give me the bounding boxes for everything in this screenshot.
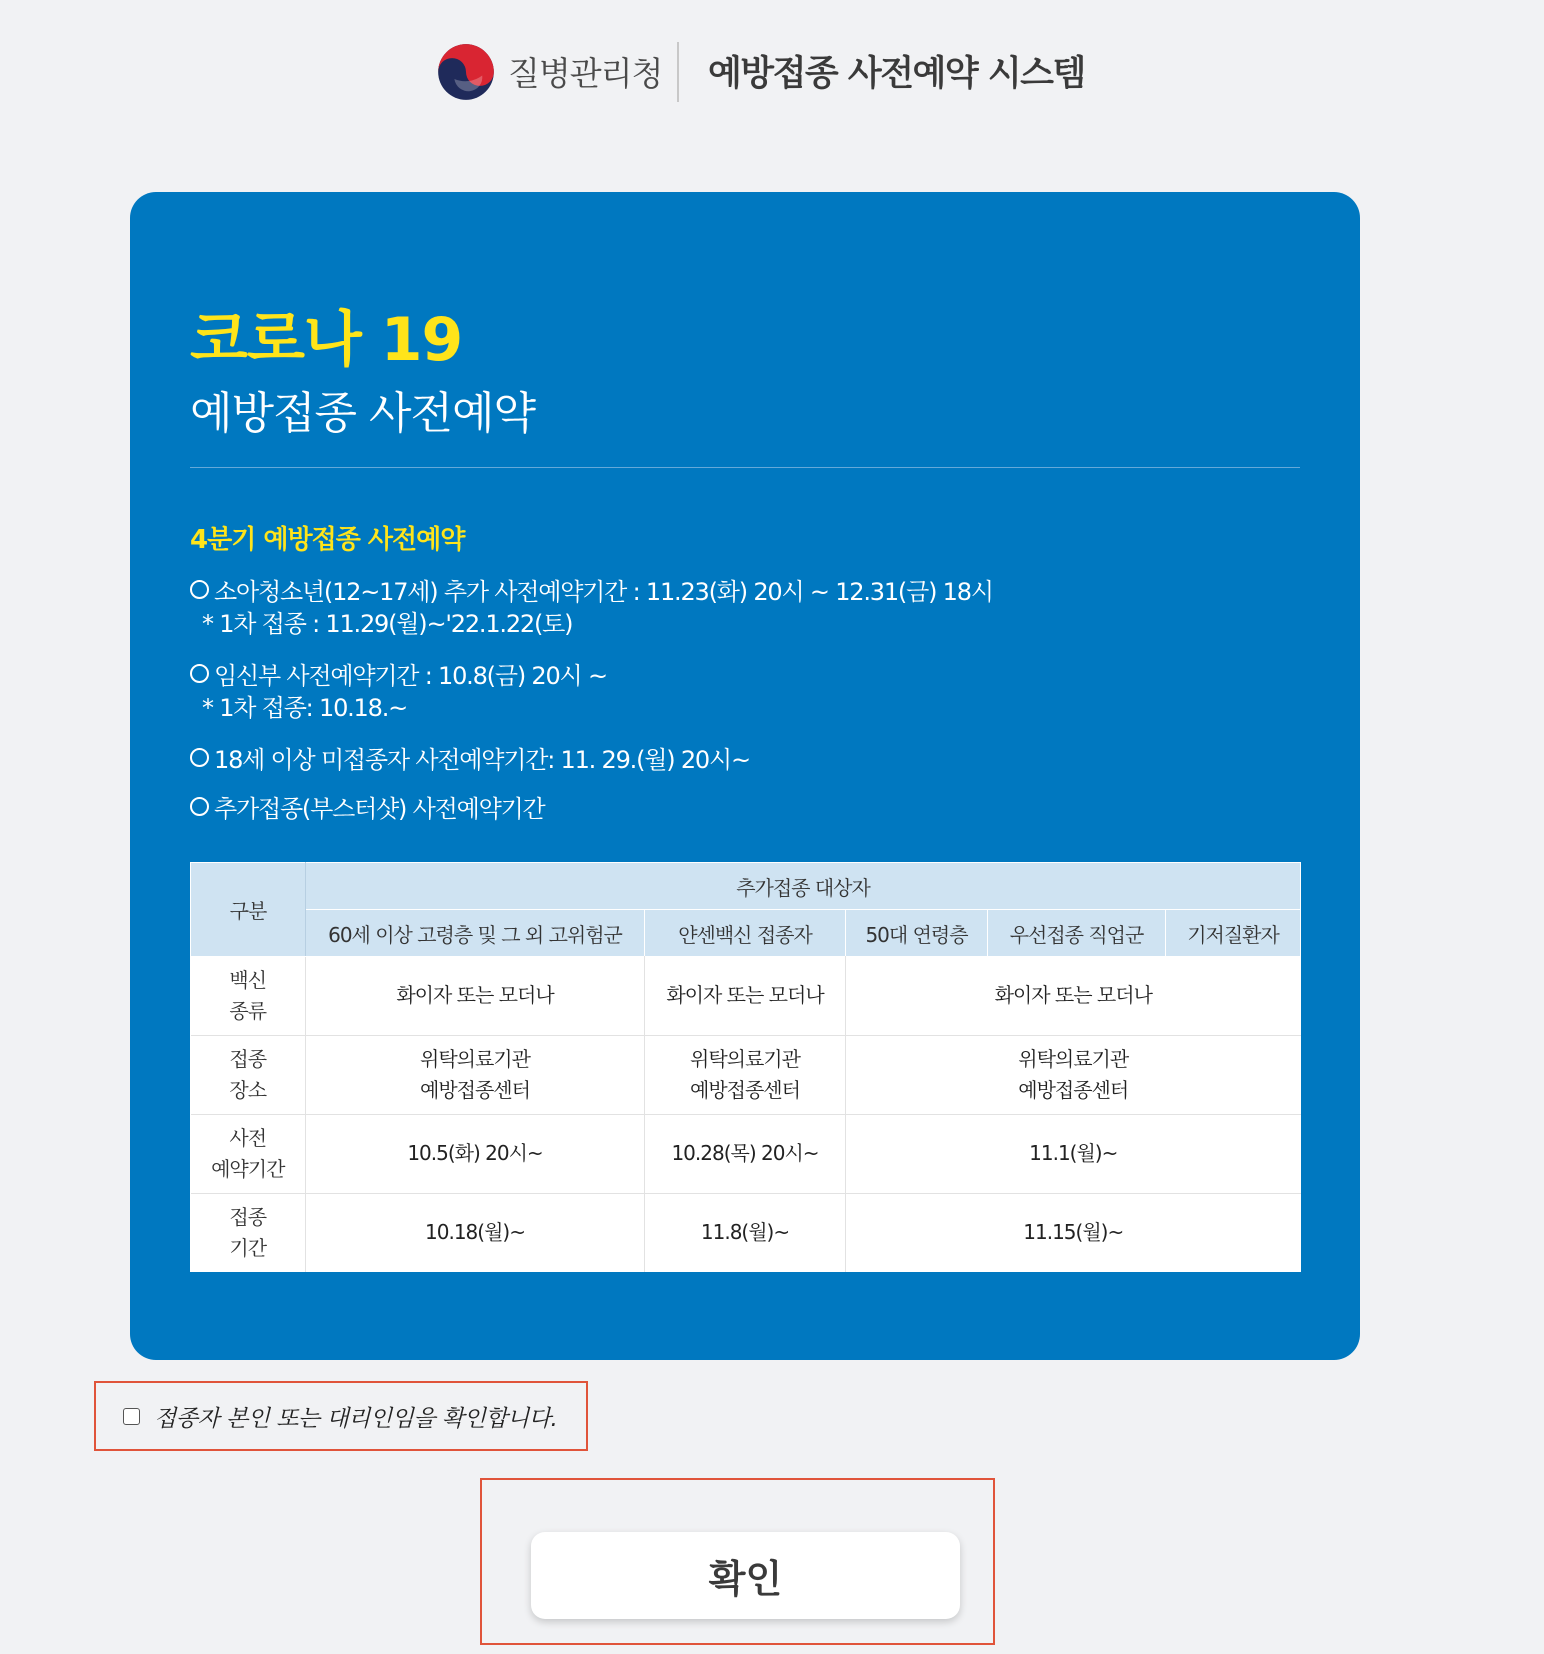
table-cell: 10.28(목) 20시~ (645, 1114, 846, 1193)
row-label: 접종 기간 (191, 1193, 306, 1272)
table-cell: 10.5(화) 20시~ (306, 1114, 645, 1193)
circle-bullet-icon (190, 580, 209, 599)
booster-schedule-table-wrap (190, 862, 1300, 1272)
org-name: 질병관리청 (508, 54, 663, 93)
circle-bullet-icon (190, 797, 209, 816)
table-cell: 위탁의료기관 예방접종센터 (645, 1035, 846, 1114)
notice-text: 소아청소년(12~17세) 추가 사전예약기간 : 11.23(화) 20시 ~ 12.31(금) 18시 (214, 578, 993, 606)
table-row (191, 1035, 1301, 1114)
column-header: 50대 연령층 (846, 910, 988, 957)
notice-item (190, 656, 1300, 726)
notice-item (190, 572, 1300, 642)
column-header: 기저질환자 (1166, 910, 1301, 957)
reservation-info-card (130, 192, 1360, 1360)
notice-heading: 4분기 예방접종 사전예약 (190, 525, 465, 555)
table-cell: 화이자 또는 모더나 (846, 956, 1301, 1035)
table-cell: 11.15(월)~ (846, 1193, 1301, 1272)
identity-confirm-checkbox[interactable] (123, 1408, 140, 1425)
row-label: 백신 종류 (229, 967, 267, 1023)
notice-list (190, 572, 1300, 838)
notice-item (190, 789, 1300, 824)
circle-bullet-icon (190, 748, 209, 767)
row-label: 접종 장소 (191, 1035, 306, 1114)
table-row (191, 1193, 1301, 1272)
reservation-subtitle: 예방접종 사전예약 (190, 388, 536, 439)
table-cell: 화이자 또는 모더나 (306, 956, 645, 1035)
table-cell: 11.1(월)~ (846, 1114, 1301, 1193)
table-group-header: 추가접종 대상자 (306, 863, 1301, 910)
row-label: 사전 예약기간 (191, 1114, 306, 1193)
table-row (191, 1114, 1301, 1193)
table-cell: 위탁의료기관 예방접종센터 (846, 1035, 1301, 1114)
header-divider (677, 42, 679, 102)
covid-title: 코로나 19 (190, 305, 463, 375)
column-header: 60세 이상 고령층 및 그 외 고위험군 (306, 910, 645, 957)
notice-text: 추가접종(부스터샷) 사전예약기간 (214, 795, 545, 823)
table-cell: 화이자 또는 모더나 (645, 956, 846, 1035)
identity-confirm-box (94, 1381, 588, 1451)
notice-subtext: * 1차 접종 : 11.29(월)~'22.1.22(토) (202, 610, 573, 638)
system-title: 예방접종 사전예약 시스템 (708, 54, 1085, 94)
kdca-logo-icon[interactable] (437, 43, 495, 101)
table-row (191, 956, 1301, 1035)
circle-bullet-icon (190, 664, 209, 683)
booster-schedule-table (190, 862, 1301, 1272)
table-cell: 위탁의료기관 예방접종센터 (306, 1035, 645, 1114)
notice-text: 18세 이상 미접종자 사전예약기간: 11. 29.(월) 20시~ (214, 746, 750, 774)
column-header: 얀센백신 접종자 (645, 910, 846, 957)
ok-button[interactable]: 확인 (531, 1532, 960, 1619)
table-cell: 11.8(월)~ (645, 1193, 846, 1272)
notice-subtext: * 1차 접종: 10.18.~ (202, 694, 408, 722)
site-header (0, 0, 1544, 140)
notice-text: 임신부 사전예약기간 : 10.8(금) 20시 ~ (214, 662, 607, 690)
table-corner-header: 구분 (191, 863, 306, 957)
card-divider (190, 467, 1300, 468)
column-header: 우선접종 직업군 (988, 910, 1166, 957)
identity-confirm-label[interactable]: 접종자 본인 또는 대리인임을 확인합니다. (154, 1405, 558, 1432)
table-cell: 10.18(월)~ (306, 1193, 645, 1272)
notice-item (190, 740, 1300, 775)
